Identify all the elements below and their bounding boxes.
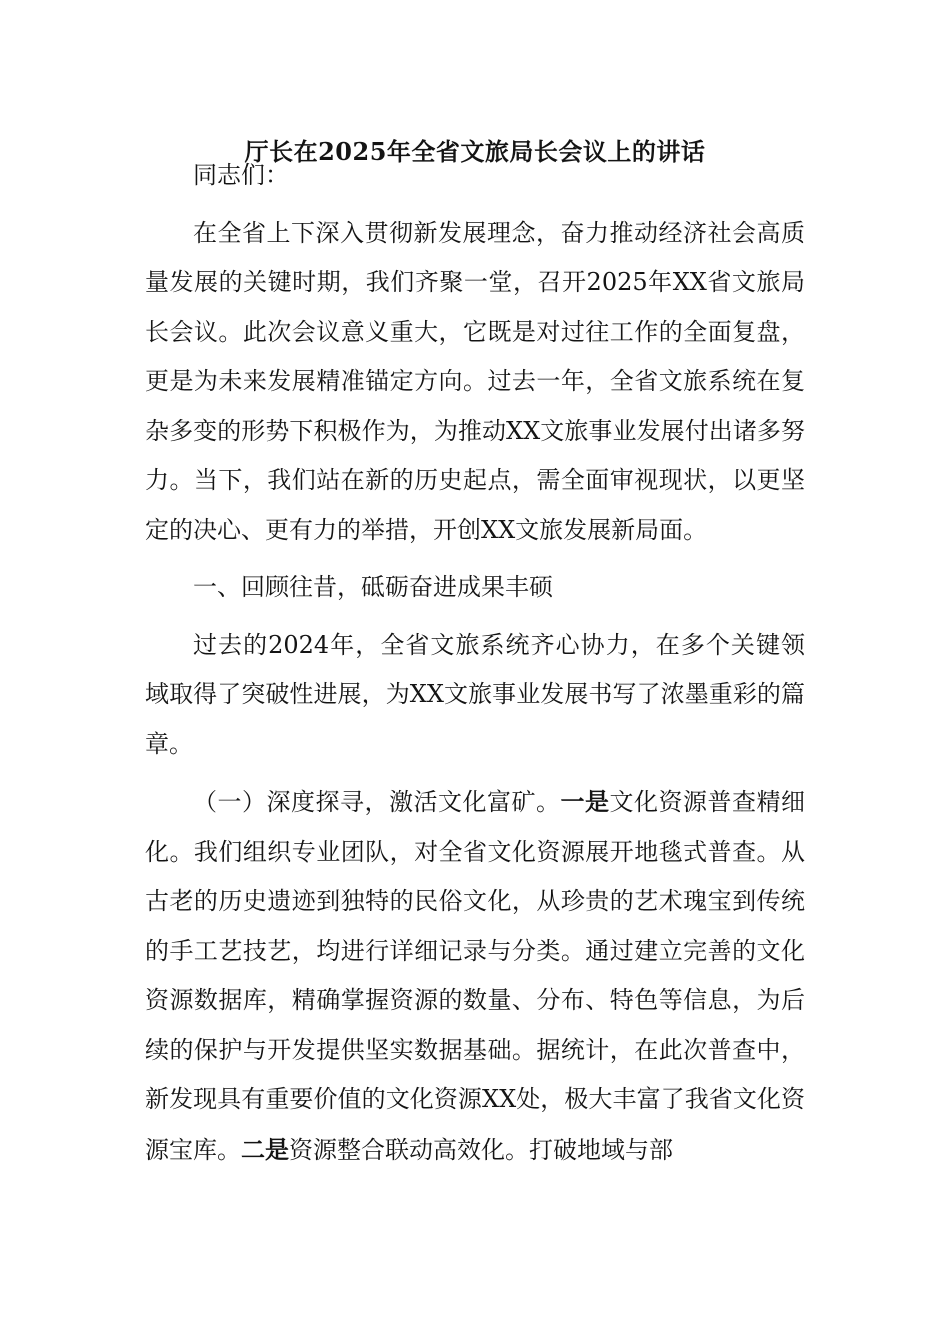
point-one-marker: 一是 [560, 787, 610, 816]
subsection-paragraph [145, 777, 805, 1175]
point-two-marker: 二是 [241, 1134, 289, 1164]
salutation: 同志们： [193, 161, 289, 189]
intro-paragraph: 在全省上下深入贯彻新发展理念，奋力推动经济社会高质量发展的关键时期，我们齐聚一堂，召开2025年XX省文旅局长会议。此次会议意义重大，它既是对过往工作的全面复盘，更是为未来发展精准锚定方向。过去一年，全省文旅系统在复杂多变的形势下积极作为，为推动XX文旅事业发展付出诸多努力。当下，我们站在新的历史起点，需全面审视现状，以更坚定的决心、更有力的举措，开创XX文旅发展新局面。 [145, 218, 805, 544]
point-one-text: 文化资源普查精细化。我们组织专业团队，对全省文化资源展开地毯式普查。从古老的历史遗迹到独特的民俗文化，从珍贵的艺术瑰宝到传统的手工艺技艺，均进行详细记录与分类。通过建立完善的文化资源数据库，精确掌握资源的数量、分布、特色等信息，为后续的保护与开发提供坚实数据基础。据统计，在此次普查中，新发现具有重要价值的文化资源XX处，极大丰富了我省文化资源宝库。 [145, 788, 805, 1164]
subsection-heading: （一）深度探寻，激活文化富矿。 [193, 788, 561, 816]
point-two-text: 资源整合联动高效化。打破地域与部 [289, 1135, 673, 1164]
document-body [145, 151, 805, 1175]
document-title: 厅长在2025年全省文旅局长会议上的讲话 [244, 137, 706, 166]
section-intro-paragraph: 过去的2024年，全省文旅系统齐心协力，在多个关键领域取得了突破性进展，为XX文旅事业发展书写了浓墨重彩的篇章。 [145, 630, 805, 758]
section-heading: 一、回顾往昔，砥砺奋进成果丰硕 [193, 573, 553, 601]
